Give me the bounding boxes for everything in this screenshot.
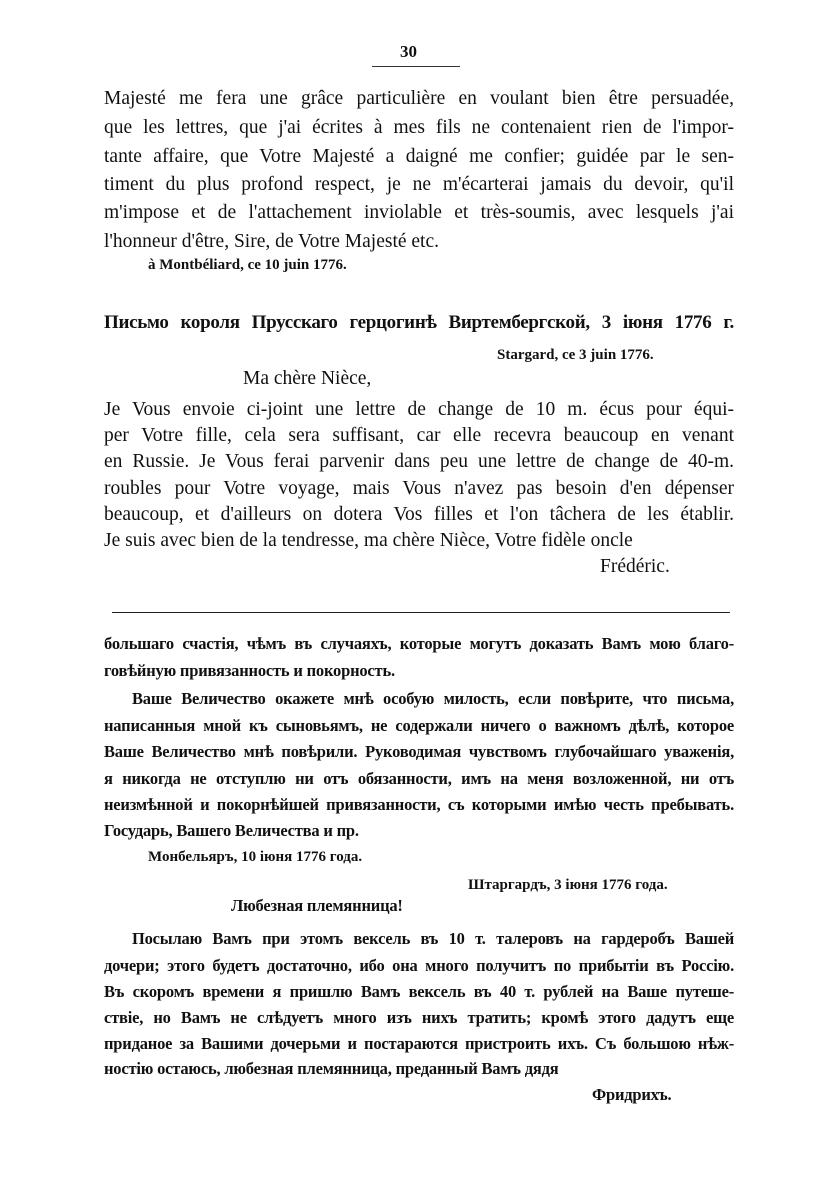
text-line: неизмѣнной и покорнѣйшей привязанности, съ которыми имѣю честь пребывать. xyxy=(104,795,734,814)
text-line: per Votre fille, cela sera suffisant, car elle recevra beaucoup en venant xyxy=(104,425,734,446)
text-line: дочери; этого будетъ достаточно, ибо она много получитъ по прибытiи въ Россiю. xyxy=(104,956,734,975)
text-line: Посылаю Вамъ при этомъ вексель въ 10 т. талеровъ на гардеробъ Вашей xyxy=(132,929,734,948)
text-line: timent du plus profond respect, je ne m'écarterai jamais du devoir, qu'il xyxy=(104,174,734,195)
text-line: большаго счастiя, чѣмъ въ случаяхъ, которые могутъ доказать Вамъ мою благо- xyxy=(104,634,734,653)
text-line: Ваше Величество окажете мнѣ особую милость, если повѣрите, что письма, xyxy=(132,689,734,708)
text-line: m'impose et de l'attachement inviolable et très-soumis, avec lesquels j'ai xyxy=(104,202,734,223)
text-line: Majesté me fera une grâce particulière en voulant bien être persuadée, xyxy=(104,88,734,109)
text-line: tante affaire, que Votre Majesté a daigné me confier; guidée par le sen- xyxy=(104,146,734,167)
place-date: Stargard, ce 3 juin 1776. xyxy=(497,347,654,363)
text-line: Ваше Величество мнѣ повѣрили. Руководимая чувствомъ глубочайшаго уваженiя, xyxy=(104,742,734,761)
text-line: Въ скоромъ времени я пришлю Вамъ вексель въ 40 т. рублей на Ваше путеше- xyxy=(104,982,734,1001)
text-line: приданое за Вашими дочерьми и постараются пристроить ихъ. Съ большою нѣж- xyxy=(104,1034,734,1053)
text-line: en Russie. Je Vous ferai parvenir dans peu une lettre de change de 40-m. xyxy=(104,451,734,472)
signature: Фридрихъ. xyxy=(592,1085,672,1104)
text-line: ностiю остаюсь, любезная племянница, преданный Вамъ дядя xyxy=(104,1059,559,1078)
text-line: l'honneur d'être, Sire, de Votre Majesté etc. xyxy=(104,231,439,252)
salutation: Ma chère Nièce, xyxy=(243,368,372,389)
page-number: 30 xyxy=(400,42,417,61)
text-line: ствiе, но Вамъ не слѣдуетъ много изъ нихъ тратить; кромѣ этого дадутъ еще xyxy=(104,1008,734,1027)
signature: Frédéric. xyxy=(600,556,670,577)
page-number-rule xyxy=(372,66,460,67)
text-line: Государь, Вашего Величества и пр. xyxy=(104,821,359,840)
text-line: beaucoup, et d'ailleurs on dotera Vos filles et l'on tâchera de les établir. xyxy=(104,504,734,525)
text-line: написанныя мной къ сыновьямъ, не содержали ничего о важномъ дѣлѣ, которое xyxy=(104,716,734,735)
footnote-divider xyxy=(112,612,730,613)
text-line: говѣйную привязанность и покорность. xyxy=(104,661,395,680)
salutation: Любезная племянница! xyxy=(231,896,403,915)
place-date: Штаргардъ, 3 iюня 1776 года. xyxy=(468,877,668,893)
text-line: я никогда не отступлю ни отъ обязанности, имъ на меня возложенной, ни отъ xyxy=(104,769,734,788)
place-date: Монбельяръ, 10 iюня 1776 года. xyxy=(148,849,363,865)
section-heading: Письмо короля Прусскаго герцогинѣ Виртембергской, 3 iюня 1776 г. xyxy=(104,312,734,333)
text-line: Je suis avec bien de la tendresse, ma chère Nièce, Votre fidèle oncle xyxy=(104,530,633,551)
text-line: que les lettres, que j'ai écrites à mes fils ne contenaient rien de l'impor- xyxy=(104,117,734,138)
text-line: Je Vous envoie ci-joint une lettre de change de 10 m. écus pour équi- xyxy=(104,399,734,420)
text-line: roubles pour Votre voyage, mais Vous n'avez pas besoin d'en dépenser xyxy=(104,478,734,499)
place-date: à Montbéliard, ce 10 juin 1776. xyxy=(148,257,347,273)
